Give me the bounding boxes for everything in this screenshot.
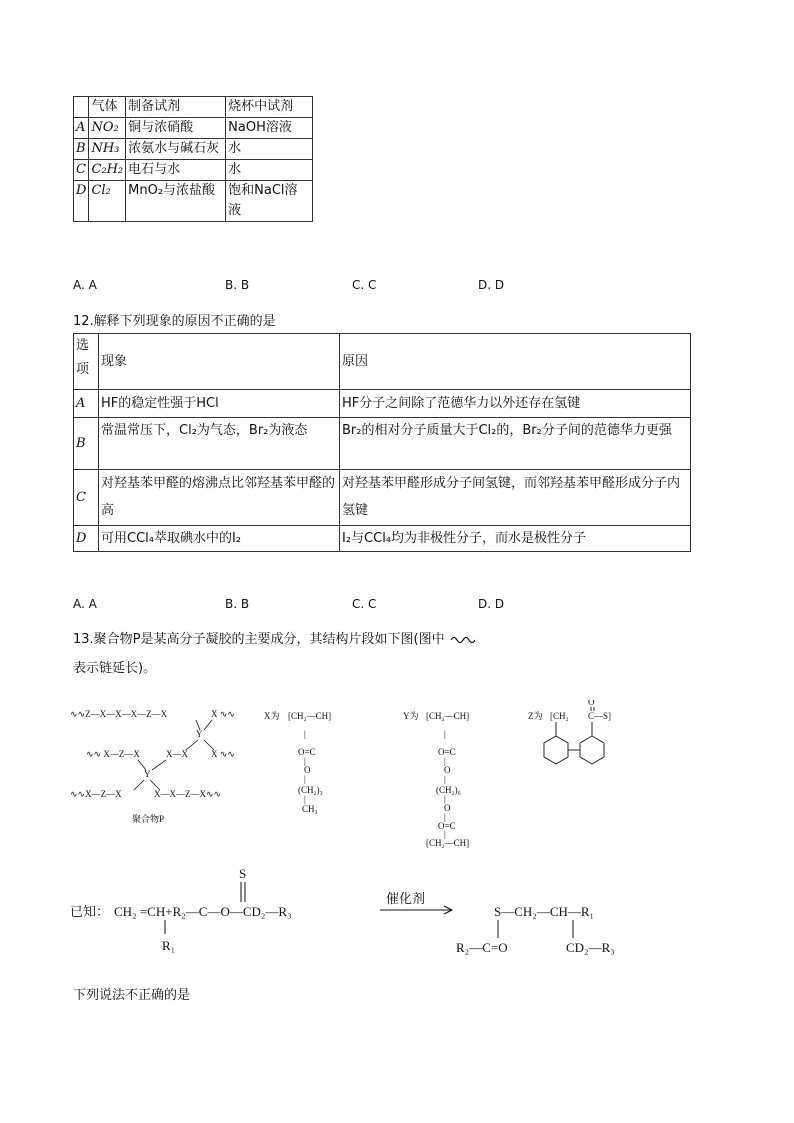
q13-stem — [73, 628, 475, 647]
svg-text:[CH₂—CH]: [CH₂—CH] — [426, 711, 470, 721]
svg-text:|: | — [304, 729, 306, 739]
option-b[interactable]: B. B — [225, 278, 250, 292]
svg-text:|: | — [444, 729, 446, 739]
gas-cell: NO₂ — [89, 118, 126, 139]
svg-text:O=C: O=C — [438, 821, 456, 831]
polymer-structure-diagram — [66, 700, 646, 848]
svg-text:X ∿∿: X ∿∿ — [211, 709, 235, 719]
svg-text:CH₃: CH₃ — [302, 804, 318, 814]
svg-text:|: | — [444, 829, 446, 839]
option-c[interactable]: C. C — [352, 278, 377, 292]
row-label: D — [74, 526, 99, 552]
phenomenon-cell: HF的稳定性强于HCl — [99, 390, 340, 418]
table-header: 制备试剂 — [126, 97, 226, 118]
phenomenon-cell: 对羟基苯甲醛的熔沸点比邻羟基苯甲醛的高 — [99, 470, 340, 526]
svg-text:O=C: O=C — [298, 747, 316, 757]
svg-text:X ∿∿: X ∿∿ — [211, 749, 235, 759]
svg-text:CH₂ =CH+R₂—C—O—CD₂—R₃: CH₂ =CH+R₂—C—O—CD₂—R₃ — [114, 904, 292, 919]
row-label: C — [74, 470, 99, 526]
row-label: A — [74, 118, 89, 139]
table-header: 烧杯中试剂 — [226, 97, 313, 118]
svg-text:CD₂—R₃: CD₂—R₃ — [566, 940, 615, 955]
q13-stem-text: 13.聚合物P是某高分子凝胶的主要成分，其结构片段如下图(图中 — [73, 632, 445, 647]
option-d[interactable]: D. D — [478, 597, 505, 611]
prep-cell: 浓氨水与碱石灰 — [126, 139, 226, 160]
option-c[interactable]: C. C — [352, 597, 377, 611]
row-label: A — [74, 390, 99, 418]
svg-text:[CH₂—CH]: [CH₂—CH] — [426, 838, 470, 848]
svg-text:C—S]: C—S] — [588, 711, 612, 721]
table-header — [74, 97, 89, 118]
svg-text:[CH₂—CH]: [CH₂—CH] — [288, 711, 332, 721]
table-row — [74, 181, 313, 222]
svg-text:|: | — [304, 774, 306, 784]
svg-text:|: | — [304, 794, 306, 804]
svg-text:|: | — [304, 756, 306, 766]
q11-table — [73, 96, 313, 222]
table-header: 气体 — [89, 97, 126, 118]
y-label: Y为 — [403, 711, 419, 721]
beaker-cell: 水 — [226, 139, 313, 160]
table-row — [74, 418, 691, 470]
svg-text:|: | — [444, 774, 446, 784]
table-row — [74, 97, 313, 118]
reason-cell: HF分子之间除了范德华力以外还存在氢键 — [340, 390, 691, 418]
svg-text:S—CH₂—CH—R₁: S—CH₂—CH—R₁ — [494, 904, 595, 919]
row-label: B — [74, 139, 89, 160]
svg-text:∿∿Z—X—X—X—Z—X: ∿∿Z—X—X—X—Z—X — [70, 709, 168, 719]
polymer-p — [70, 709, 235, 824]
reason-cell: I₂与CCl₄均为非极性分子，而水是极性分子 — [340, 526, 691, 552]
beaker-cell: 水 — [226, 160, 313, 181]
svg-text:R₂—C=O: R₂—C=O — [456, 940, 508, 955]
beaker-cell: 饱和NaCl溶液 — [226, 181, 313, 222]
svg-text:O=C: O=C — [438, 747, 456, 757]
svg-text:|: | — [444, 794, 446, 804]
svg-text:|: | — [444, 756, 446, 766]
table-header: 选项 — [74, 334, 99, 390]
known-reaction-diagram — [70, 860, 650, 970]
svg-text:R₁: R₁ — [162, 938, 176, 953]
q13-final-prompt: 下列说法不正确的是 — [73, 988, 191, 1003]
row-label: B — [74, 418, 99, 470]
option-a[interactable]: A. A — [73, 597, 97, 611]
prep-cell: MnO₂与浓盐酸 — [126, 181, 226, 222]
table-row — [74, 526, 691, 552]
svg-text:O: O — [304, 765, 311, 775]
gas-cell: NH₃ — [89, 139, 126, 160]
svg-text:Y: Y — [196, 729, 203, 739]
wavy-line-icon — [449, 635, 475, 645]
table-row — [74, 118, 313, 139]
svg-text:∿∿ X—Z—X: ∿∿ X—Z—X — [86, 749, 140, 759]
x-label: X为 — [264, 711, 280, 721]
table-row — [74, 160, 313, 181]
row-label: D — [74, 181, 89, 222]
known-label: 已知： — [70, 904, 110, 919]
table-row — [74, 390, 691, 418]
svg-text:Y: Y — [144, 769, 151, 779]
svg-text:[CH₂: [CH₂ — [550, 711, 569, 721]
svg-text:O: O — [444, 765, 451, 775]
svg-text:(CH₂)₆: (CH₂)₆ — [436, 785, 461, 795]
q13-stem-line2: 表示链延长)。 — [73, 661, 157, 676]
svg-text:X—X—Z—X∿∿: X—X—Z—X∿∿ — [154, 789, 222, 799]
prep-cell: 铜与浓硝酸 — [126, 118, 226, 139]
reason-cell: Br₂的相对分子质量大于Cl₂的，Br₂分子间的范德华力更强 — [340, 418, 691, 470]
polymer-caption: 聚合物P — [132, 814, 165, 824]
table-row — [74, 470, 691, 526]
option-d[interactable]: D. D — [478, 278, 505, 292]
option-b[interactable]: B. B — [225, 597, 250, 611]
svg-text:O: O — [444, 803, 451, 813]
table-header: 现象 — [99, 334, 340, 390]
phenomenon-cell: 常温常压下，Cl₂为气态，Br₂为液态 — [99, 418, 340, 470]
table-row — [74, 334, 691, 390]
catalyst-label: 催化剂 — [386, 891, 426, 906]
q12-stem: 12.解释下列现象的原因不正确的是 — [73, 314, 276, 329]
table-header: 原因 — [340, 334, 691, 390]
gas-cell: C₂H₂ — [89, 160, 126, 181]
svg-text:O: O — [588, 700, 595, 707]
prep-cell: 电石与水 — [126, 160, 226, 181]
svg-text:X—X: X—X — [166, 749, 188, 759]
reason-cell: 对羟基苯甲醛形成分子间氢键，而邻羟基苯甲醛形成分子内氢键 — [340, 470, 691, 526]
svg-text:∿∿X—Z—X: ∿∿X—Z—X — [70, 789, 122, 799]
svg-text:S: S — [239, 866, 247, 881]
svg-text:|: | — [444, 812, 446, 822]
q12-table — [73, 333, 691, 552]
phenomenon-cell: 可用CCl₄萃取碘水中的I₂ — [99, 526, 340, 552]
option-a[interactable]: A. A — [73, 278, 97, 292]
row-label: C — [74, 160, 89, 181]
beaker-cell: NaOH溶液 — [226, 118, 313, 139]
table-row — [74, 139, 313, 160]
gas-cell: Cl₂ — [89, 181, 126, 222]
svg-text:(CH₂)₃: (CH₂)₃ — [298, 785, 323, 795]
z-label: Z为 — [528, 711, 543, 721]
